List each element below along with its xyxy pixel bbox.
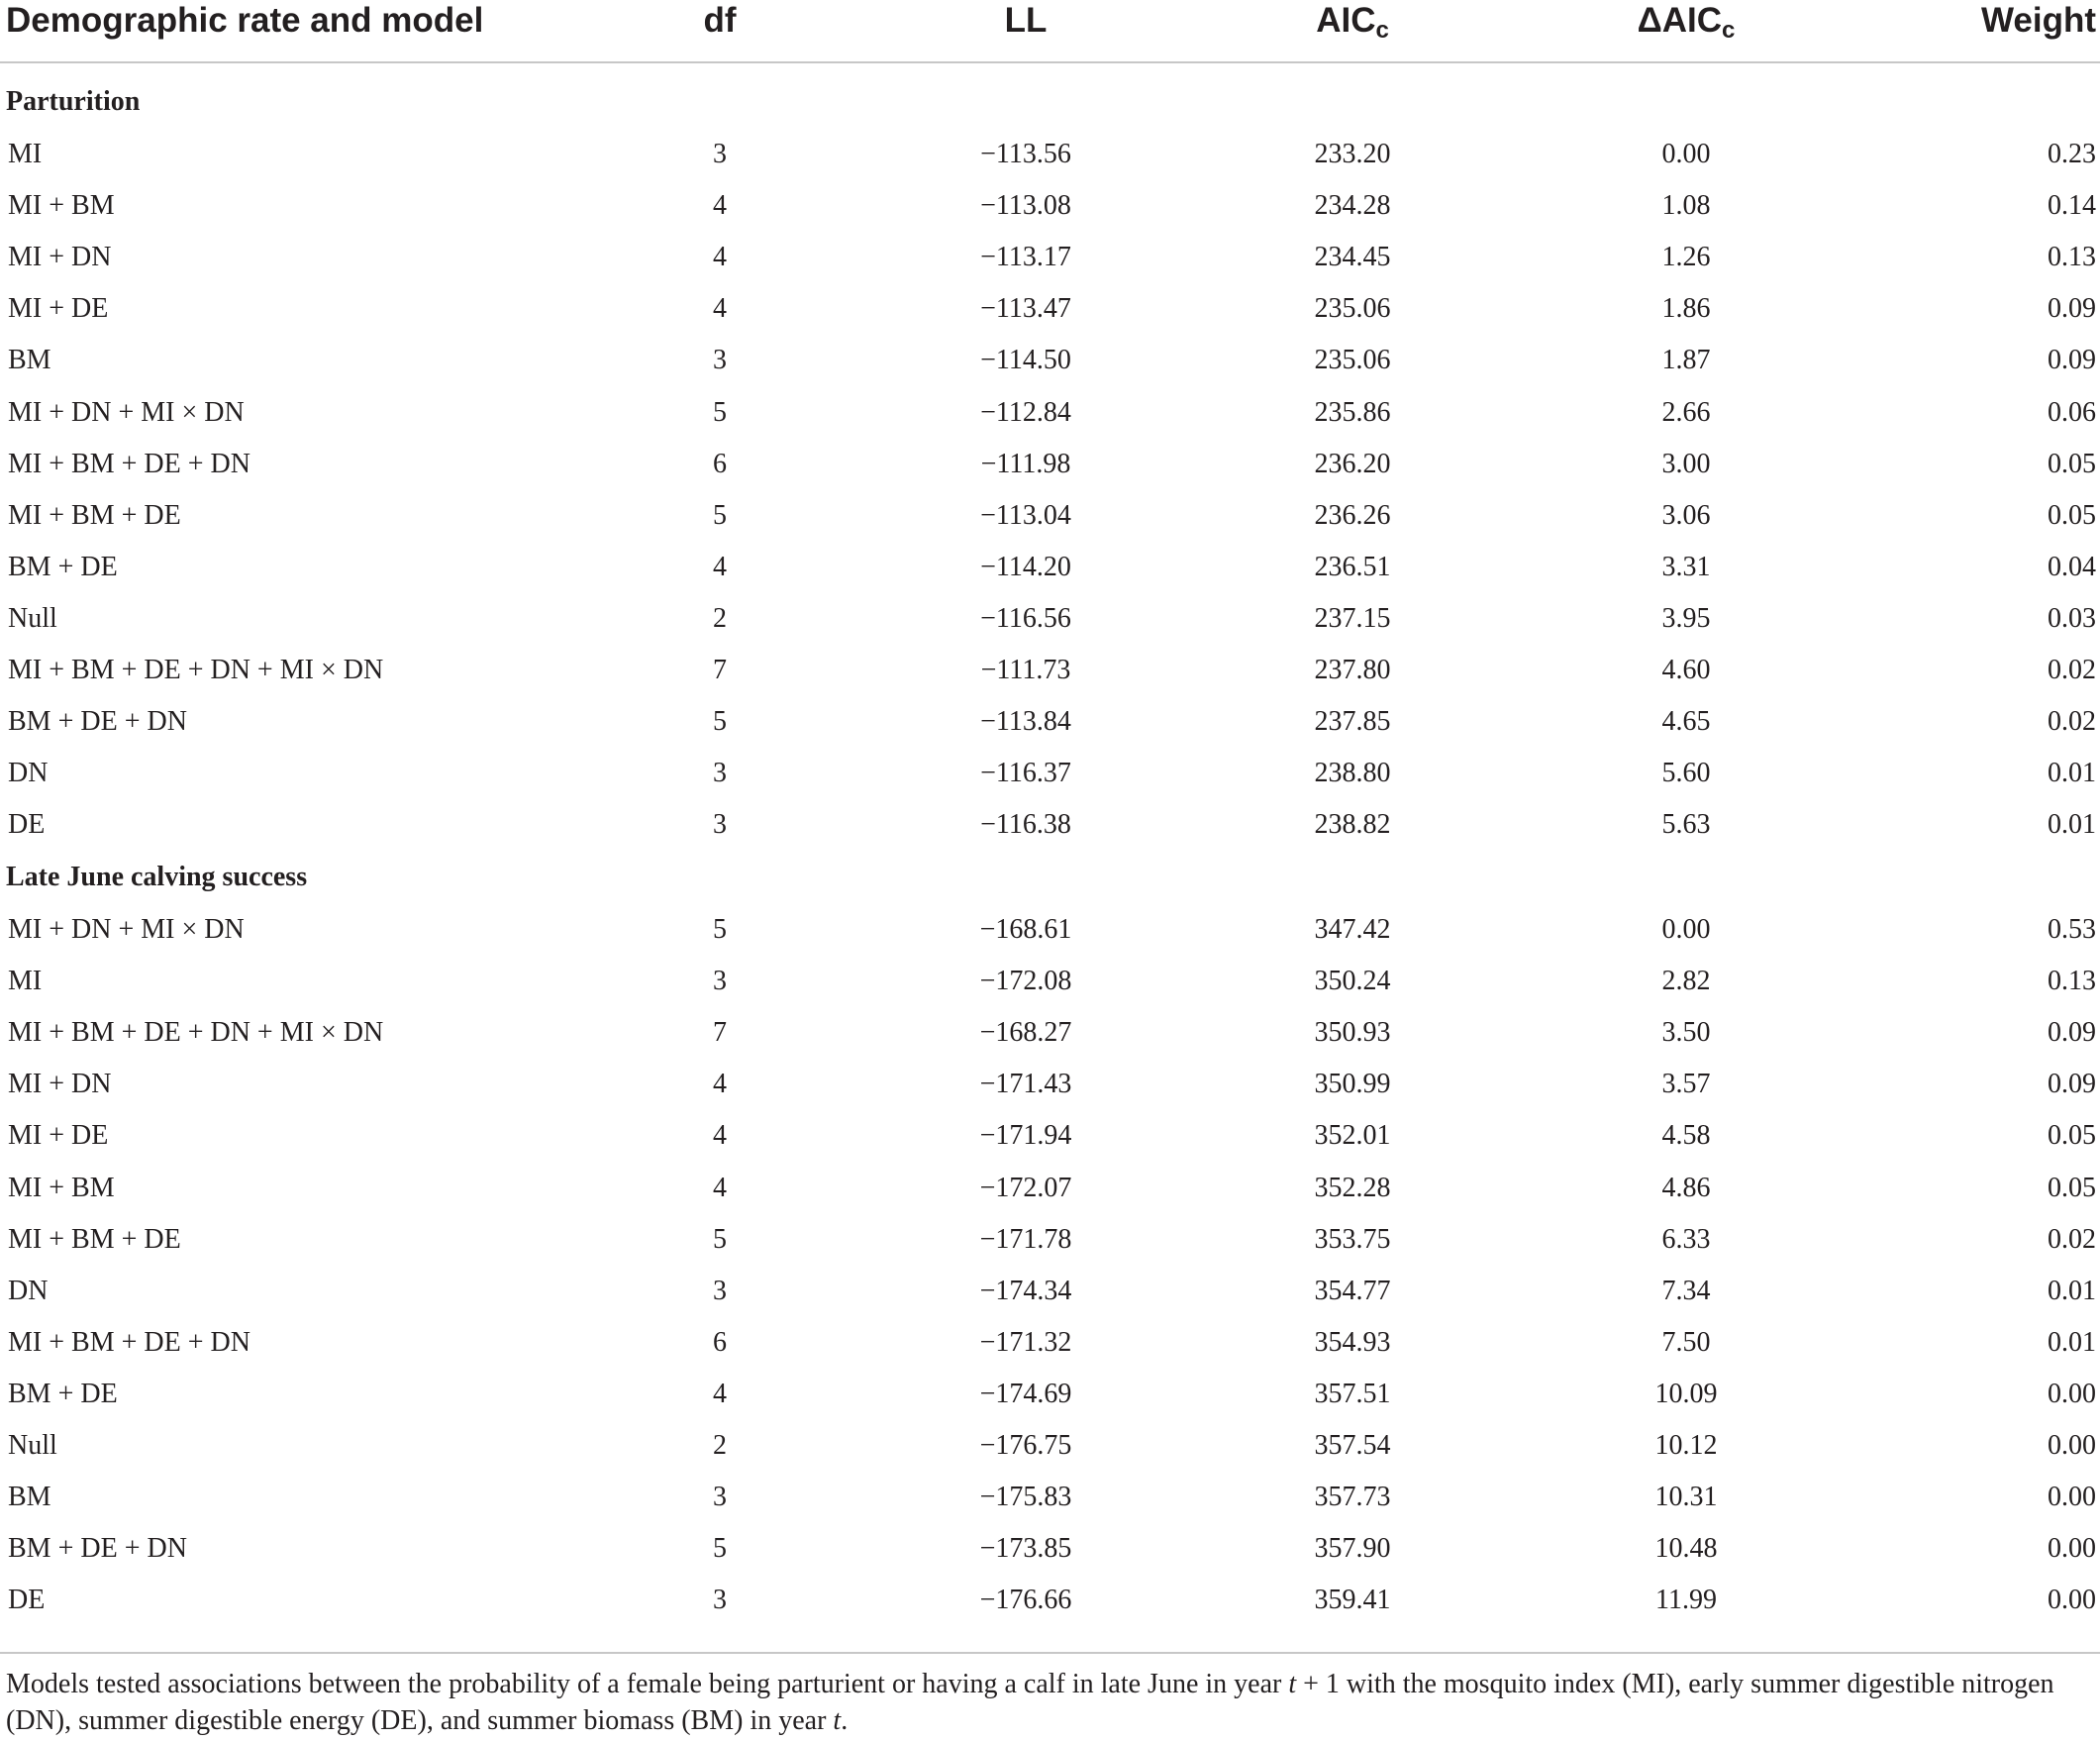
cell-delta-aicc-value: 3.06 bbox=[1661, 500, 1711, 531]
cell-delta-aicc-value: 5.63 bbox=[1661, 809, 1711, 840]
table-row bbox=[0, 602, 2100, 654]
cell-df-value: 4 bbox=[713, 552, 727, 582]
cell-delta-aicc-value: 3.31 bbox=[1661, 552, 1711, 582]
cell-aicc-value: 352.28 bbox=[1314, 1173, 1391, 1203]
cell-ll-value: −113.04 bbox=[980, 500, 1071, 531]
cell-delta-aicc-value: 6.33 bbox=[1661, 1224, 1711, 1255]
cell-aicc-value: 354.93 bbox=[1314, 1327, 1391, 1358]
header-ll-label: LL bbox=[1004, 1, 1048, 40]
section-label: Parturition bbox=[6, 86, 141, 117]
cell-weight: 0.05 bbox=[2048, 1120, 2096, 1151]
cell-ll-value: −113.47 bbox=[980, 293, 1071, 324]
cell-weight: 0.13 bbox=[2048, 242, 2096, 272]
table-bottom-rule bbox=[0, 1652, 2100, 1654]
cell-ll-value: −112.84 bbox=[980, 397, 1071, 428]
cell-ll-value: −171.43 bbox=[979, 1069, 1072, 1099]
cell-weight: 0.13 bbox=[2048, 966, 2096, 996]
table-row bbox=[0, 1378, 2100, 1429]
cell-aicc-value: 237.80 bbox=[1314, 655, 1391, 685]
cell-model: MI + DN bbox=[8, 1069, 112, 1099]
cell-delta-aicc-value: 3.00 bbox=[1661, 449, 1711, 479]
cell-ll-value: −172.07 bbox=[979, 1173, 1072, 1203]
table-row bbox=[0, 808, 2100, 860]
cell-model: MI + DE bbox=[8, 293, 109, 324]
cell-model: MI + BM + DE bbox=[8, 500, 181, 531]
cell-ll-value: −116.56 bbox=[980, 603, 1071, 634]
cell-weight: 0.02 bbox=[2048, 706, 2096, 737]
cell-aicc-value: 238.80 bbox=[1314, 758, 1391, 788]
cell-model: Null bbox=[8, 603, 57, 634]
cell-ll-value: −176.75 bbox=[979, 1430, 1072, 1461]
cell-ll-value: −113.56 bbox=[980, 139, 1071, 169]
cell-ll-value: −114.50 bbox=[980, 345, 1071, 375]
cell-weight: 0.09 bbox=[2048, 1017, 2096, 1048]
cell-weight: 0.00 bbox=[2048, 1585, 2096, 1615]
header-delta-aicc-label bbox=[1638, 0, 1736, 42]
cell-delta-aicc-value: 0.00 bbox=[1661, 139, 1711, 169]
cell-delta-aicc-value: 2.66 bbox=[1661, 397, 1711, 428]
cell-weight: 0.09 bbox=[2048, 293, 2096, 324]
cell-df-value: 5 bbox=[713, 500, 727, 531]
cell-model: DE bbox=[8, 809, 46, 840]
table-row bbox=[0, 1326, 2100, 1378]
cell-model: DN bbox=[8, 758, 49, 788]
cell-ll-value: −171.78 bbox=[979, 1224, 1072, 1255]
cell-df-value: 5 bbox=[713, 706, 727, 737]
cell-weight: 0.23 bbox=[2048, 139, 2096, 169]
header-aicc-main: AIC bbox=[1316, 1, 1376, 40]
table-row bbox=[0, 189, 2100, 241]
footnote-variable-t: t bbox=[1288, 1669, 1297, 1699]
cell-model: DE bbox=[8, 1585, 46, 1615]
cell-aicc-value: 350.93 bbox=[1314, 1017, 1391, 1048]
header-df-label: df bbox=[703, 1, 737, 40]
table-row bbox=[0, 1481, 2100, 1532]
cell-model: BM + DE bbox=[8, 552, 118, 582]
section-label: Late June calving success bbox=[6, 862, 308, 892]
cell-aicc-value: 357.73 bbox=[1314, 1482, 1391, 1512]
cell-delta-aicc-value: 10.48 bbox=[1654, 1533, 1718, 1564]
cell-aicc-value: 238.82 bbox=[1314, 809, 1391, 840]
cell-ll-value: −176.66 bbox=[979, 1585, 1072, 1615]
cell-df-value: 3 bbox=[713, 758, 727, 788]
cell-ll-value: −172.08 bbox=[979, 966, 1072, 996]
table-row bbox=[0, 1275, 2100, 1326]
cell-weight: 0.53 bbox=[2048, 914, 2096, 945]
table-header-row bbox=[0, 0, 2100, 63]
cell-df-value: 3 bbox=[713, 809, 727, 840]
cell-ll-value: −111.73 bbox=[980, 655, 1071, 685]
cell-ll-value: −113.08 bbox=[980, 190, 1071, 221]
table-row bbox=[0, 654, 2100, 705]
header-aicc-sub: c bbox=[1375, 17, 1389, 44]
cell-delta-aicc-value: 1.86 bbox=[1661, 293, 1711, 324]
table-row bbox=[0, 1584, 2100, 1635]
cell-delta-aicc-value: 4.60 bbox=[1661, 655, 1711, 685]
cell-weight: 0.00 bbox=[2048, 1379, 2096, 1409]
cell-model: BM + DE bbox=[8, 1379, 118, 1409]
cell-model: MI + DE bbox=[8, 1120, 109, 1151]
cell-weight: 0.02 bbox=[2048, 1224, 2096, 1255]
cell-aicc-value: 357.54 bbox=[1314, 1430, 1391, 1461]
cell-aicc-value: 234.45 bbox=[1314, 242, 1391, 272]
cell-df-value: 3 bbox=[713, 966, 727, 996]
cell-aicc-value: 359.41 bbox=[1314, 1585, 1391, 1615]
cell-model: MI + BM + DE + DN bbox=[8, 449, 250, 479]
cell-df-value: 3 bbox=[713, 139, 727, 169]
cell-delta-aicc-value: 2.82 bbox=[1661, 966, 1711, 996]
table-row bbox=[0, 1223, 2100, 1275]
cell-aicc-value: 236.26 bbox=[1314, 500, 1391, 531]
cell-weight: 0.01 bbox=[2048, 758, 2096, 788]
cell-model: MI + BM + DE + DN + MI × DN bbox=[8, 655, 384, 685]
cell-model: MI + DN + MI × DN bbox=[8, 914, 245, 945]
cell-delta-aicc-value: 4.65 bbox=[1661, 706, 1711, 737]
table-row bbox=[0, 1429, 2100, 1481]
cell-weight: 0.01 bbox=[2048, 1327, 2096, 1358]
cell-weight: 0.04 bbox=[2048, 552, 2096, 582]
cell-ll-value: −174.69 bbox=[979, 1379, 1072, 1409]
cell-ll-value: −114.20 bbox=[980, 552, 1071, 582]
cell-model: MI + BM + DE + DN bbox=[8, 1327, 250, 1358]
header-weight: Weight bbox=[1980, 1, 2096, 40]
cell-df-value: 5 bbox=[713, 397, 727, 428]
cell-df-value: 2 bbox=[713, 1430, 727, 1461]
table-row bbox=[0, 757, 2100, 808]
cell-aicc-value: 235.86 bbox=[1314, 397, 1391, 428]
table-row bbox=[0, 344, 2100, 395]
cell-aicc-value: 236.20 bbox=[1314, 449, 1391, 479]
table-row bbox=[0, 1532, 2100, 1584]
cell-aicc-value: 354.77 bbox=[1314, 1276, 1391, 1306]
cell-df-value: 6 bbox=[713, 449, 727, 479]
cell-delta-aicc-value: 5.60 bbox=[1661, 758, 1711, 788]
header-delta-symbol: Δ bbox=[1637, 1, 1662, 40]
cell-df-value: 2 bbox=[713, 603, 727, 634]
cell-model: MI + BM + DE bbox=[8, 1224, 181, 1255]
cell-aicc-value: 357.90 bbox=[1314, 1533, 1391, 1564]
cell-weight: 0.01 bbox=[2048, 1276, 2096, 1306]
cell-delta-aicc-value: 4.86 bbox=[1661, 1173, 1711, 1203]
cell-delta-aicc-value: 4.58 bbox=[1661, 1120, 1711, 1151]
table-row bbox=[0, 705, 2100, 757]
cell-df-value: 4 bbox=[713, 1120, 727, 1151]
footnote-variable-t: t bbox=[833, 1705, 842, 1736]
cell-aicc-value: 236.51 bbox=[1314, 552, 1391, 582]
cell-aicc-value: 353.75 bbox=[1314, 1224, 1391, 1255]
cell-weight: 0.03 bbox=[2048, 603, 2096, 634]
cell-weight: 0.00 bbox=[2048, 1533, 2096, 1564]
cell-aicc-value: 352.01 bbox=[1314, 1120, 1391, 1151]
cell-model: MI + DN bbox=[8, 242, 112, 272]
table-row bbox=[0, 913, 2100, 965]
cell-ll-value: −113.84 bbox=[980, 706, 1071, 737]
cell-weight: 0.00 bbox=[2048, 1482, 2096, 1512]
table-row bbox=[0, 499, 2100, 551]
cell-df-value: 4 bbox=[713, 190, 727, 221]
table-row bbox=[0, 1016, 2100, 1068]
cell-delta-aicc-value: 10.09 bbox=[1654, 1379, 1718, 1409]
cell-ll-value: −116.38 bbox=[980, 809, 1071, 840]
table-row bbox=[0, 1172, 2100, 1223]
cell-model: BM bbox=[8, 345, 51, 375]
table-row bbox=[0, 448, 2100, 499]
cell-ll-value: −111.98 bbox=[980, 449, 1071, 479]
cell-df-value: 4 bbox=[713, 1173, 727, 1203]
footnote-text-3: . bbox=[841, 1705, 849, 1736]
cell-ll-value: −168.61 bbox=[979, 914, 1072, 945]
cell-model: BM + DE + DN bbox=[8, 1533, 187, 1564]
cell-aicc-value: 350.99 bbox=[1314, 1069, 1391, 1099]
cell-df-value: 4 bbox=[713, 242, 727, 272]
table-row bbox=[0, 138, 2100, 189]
footnote-text-1: Models tested associations between the probability of a female being parturient or having a calf in late June in year bbox=[6, 1669, 1289, 1699]
table-row bbox=[0, 396, 2100, 448]
cell-ll-value: −175.83 bbox=[979, 1482, 1072, 1512]
cell-df-value: 6 bbox=[713, 1327, 727, 1358]
cell-ll-value: −116.37 bbox=[980, 758, 1071, 788]
cell-delta-aicc-value: 10.31 bbox=[1654, 1482, 1718, 1512]
header-aicc-label bbox=[1316, 0, 1389, 42]
cell-model: Null bbox=[8, 1430, 57, 1461]
cell-model: BM + DE + DN bbox=[8, 706, 187, 737]
cell-ll-value: −174.34 bbox=[979, 1276, 1072, 1306]
cell-df-value: 4 bbox=[713, 293, 727, 324]
cell-delta-aicc-value: 11.99 bbox=[1655, 1585, 1717, 1615]
cell-delta-aicc-value: 3.50 bbox=[1661, 1017, 1711, 1048]
cell-weight: 0.05 bbox=[2048, 1173, 2096, 1203]
cell-df-value: 7 bbox=[713, 655, 727, 685]
cell-ll-value: −113.17 bbox=[980, 242, 1071, 272]
table-row bbox=[0, 1068, 2100, 1119]
cell-model: MI + BM bbox=[8, 1173, 115, 1203]
cell-aicc-value: 237.15 bbox=[1314, 603, 1391, 634]
cell-ll-value: −171.94 bbox=[979, 1120, 1072, 1151]
table-row bbox=[0, 241, 2100, 292]
cell-aicc-value: 233.20 bbox=[1314, 139, 1391, 169]
cell-df-value: 3 bbox=[713, 1585, 727, 1615]
cell-delta-aicc-value: 3.57 bbox=[1661, 1069, 1711, 1099]
cell-weight: 0.09 bbox=[2048, 345, 2096, 375]
cell-delta-aicc-value: 10.12 bbox=[1654, 1430, 1718, 1461]
cell-delta-aicc-value: 0.00 bbox=[1661, 914, 1711, 945]
cell-aicc-value: 347.42 bbox=[1314, 914, 1391, 945]
cell-model: MI + BM bbox=[8, 190, 115, 221]
table-row bbox=[0, 1119, 2100, 1171]
cell-aicc-value: 235.06 bbox=[1314, 345, 1391, 375]
table-footnote bbox=[6, 1666, 2095, 1739]
table-row bbox=[0, 292, 2100, 344]
cell-model: MI + DN + MI × DN bbox=[8, 397, 245, 428]
table-row bbox=[0, 551, 2100, 602]
cell-weight: 0.00 bbox=[2048, 1430, 2096, 1461]
cell-aicc-value: 357.51 bbox=[1314, 1379, 1391, 1409]
footnote-text-2: + 1 with the mosquito index (MI), early summer digestible nitrogen (DN), summer digestible energy (DE), and summer biomass (BM) in year bbox=[6, 1669, 2054, 1736]
cell-aicc-value: 350.24 bbox=[1314, 966, 1391, 996]
cell-delta-aicc-value: 3.95 bbox=[1661, 603, 1711, 634]
cell-aicc-value: 234.28 bbox=[1314, 190, 1391, 221]
cell-ll-value: −168.27 bbox=[979, 1017, 1072, 1048]
cell-df-value: 5 bbox=[713, 1224, 727, 1255]
cell-df-value: 7 bbox=[713, 1017, 727, 1048]
cell-aicc-value: 235.06 bbox=[1314, 293, 1391, 324]
cell-weight: 0.01 bbox=[2048, 809, 2096, 840]
cell-weight: 0.06 bbox=[2048, 397, 2096, 428]
cell-aicc-value: 237.85 bbox=[1314, 706, 1391, 737]
cell-model: BM bbox=[8, 1482, 51, 1512]
header-model: Demographic rate and model bbox=[6, 1, 484, 40]
cell-model: MI bbox=[8, 139, 43, 169]
cell-delta-aicc-value: 7.34 bbox=[1661, 1276, 1711, 1306]
cell-df-value: 4 bbox=[713, 1069, 727, 1099]
cell-df-value: 3 bbox=[713, 1482, 727, 1512]
cell-df-value: 5 bbox=[713, 914, 727, 945]
cell-df-value: 4 bbox=[713, 1379, 727, 1409]
header-delta-aicc-main: AIC bbox=[1661, 1, 1723, 40]
cell-delta-aicc-value: 1.26 bbox=[1661, 242, 1711, 272]
table-row bbox=[0, 965, 2100, 1016]
cell-ll-value: −171.32 bbox=[979, 1327, 1072, 1358]
cell-df-value: 3 bbox=[713, 345, 727, 375]
header-delta-aicc-sub: c bbox=[1722, 17, 1736, 44]
cell-weight: 0.09 bbox=[2048, 1069, 2096, 1099]
cell-df-value: 5 bbox=[713, 1533, 727, 1564]
cell-weight: 0.14 bbox=[2048, 190, 2096, 221]
cell-delta-aicc-value: 1.08 bbox=[1661, 190, 1711, 221]
cell-model: MI + BM + DE + DN + MI × DN bbox=[8, 1017, 384, 1048]
cell-weight: 0.02 bbox=[2048, 655, 2096, 685]
cell-df-value: 3 bbox=[713, 1276, 727, 1306]
cell-weight: 0.05 bbox=[2048, 500, 2096, 531]
cell-weight: 0.05 bbox=[2048, 449, 2096, 479]
cell-ll-value: −173.85 bbox=[979, 1533, 1072, 1564]
cell-model: MI bbox=[8, 966, 43, 996]
cell-model: DN bbox=[8, 1276, 49, 1306]
cell-delta-aicc-value: 7.50 bbox=[1661, 1327, 1711, 1358]
cell-delta-aicc-value: 1.87 bbox=[1661, 345, 1711, 375]
